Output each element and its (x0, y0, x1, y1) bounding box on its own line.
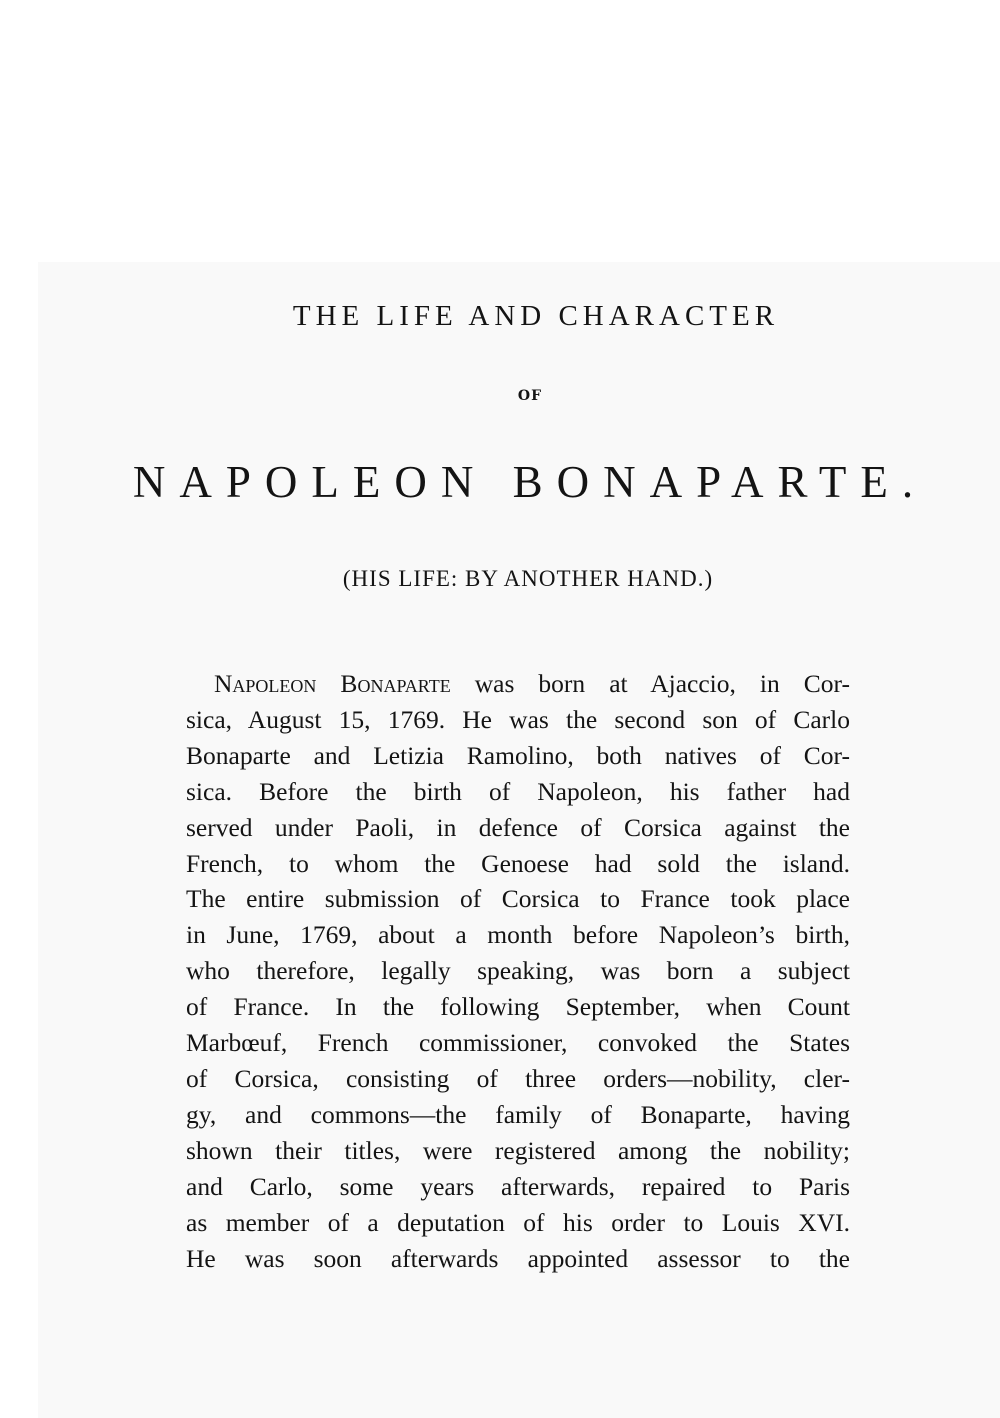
body-line: gy, and commons—the family of Bonaparte, having (186, 1099, 850, 1129)
body-line: as member of a deputation of his order to Louis XVI. (186, 1207, 850, 1237)
body-line: The entire submission of Corsica to France took place (186, 884, 850, 914)
body-line: shown their titles, were registered among the nobility; (186, 1135, 850, 1165)
body-line (186, 666, 850, 702)
body-line: in June, 1769, about a month before Napoleon’s birth, (186, 920, 850, 950)
body-line: sica. Before the birth of Napoleon, his father had (186, 776, 850, 806)
body-line: who therefore, legally speaking, was born a subject (186, 956, 850, 986)
body-line: He was soon afterwards appointed assessor to the (186, 1243, 850, 1273)
subtitle: (HIS LIFE: BY ANOTHER HAND.) (342, 566, 714, 591)
body-line: French, to whom the Genoese had sold the island. (186, 848, 850, 878)
body-line: served under Paoli, in defence of Corsica against the (186, 812, 850, 842)
body-line: of France. In the following September, when Count (186, 992, 850, 1022)
body-line: Bonaparte and Letizia Ramolino, both natives of Cor- (186, 740, 850, 770)
body-line: of Corsica, consisting of three orders—nobility, cler- (186, 1063, 850, 1093)
title-of-line: OF (517, 388, 543, 404)
lead-name-smallcaps: Napoleon Bonaparte (214, 669, 451, 698)
body-line: Marbœuf, French commissioner, convoked the States (186, 1028, 850, 1058)
body-line: and Carlo, some years afterwards, repaired to Paris (186, 1171, 850, 1201)
first-line-rest: was born at Ajaccio, in Cor- (450, 669, 850, 698)
body-line: sica, August 15, 1769. He was the second son of Carlo (186, 704, 850, 734)
body-paragraph (186, 666, 850, 1276)
title-line: THE LIFE AND CHARACTER (292, 300, 780, 332)
title-name-line: NAPOLEON BONAPARTE. (132, 457, 928, 507)
